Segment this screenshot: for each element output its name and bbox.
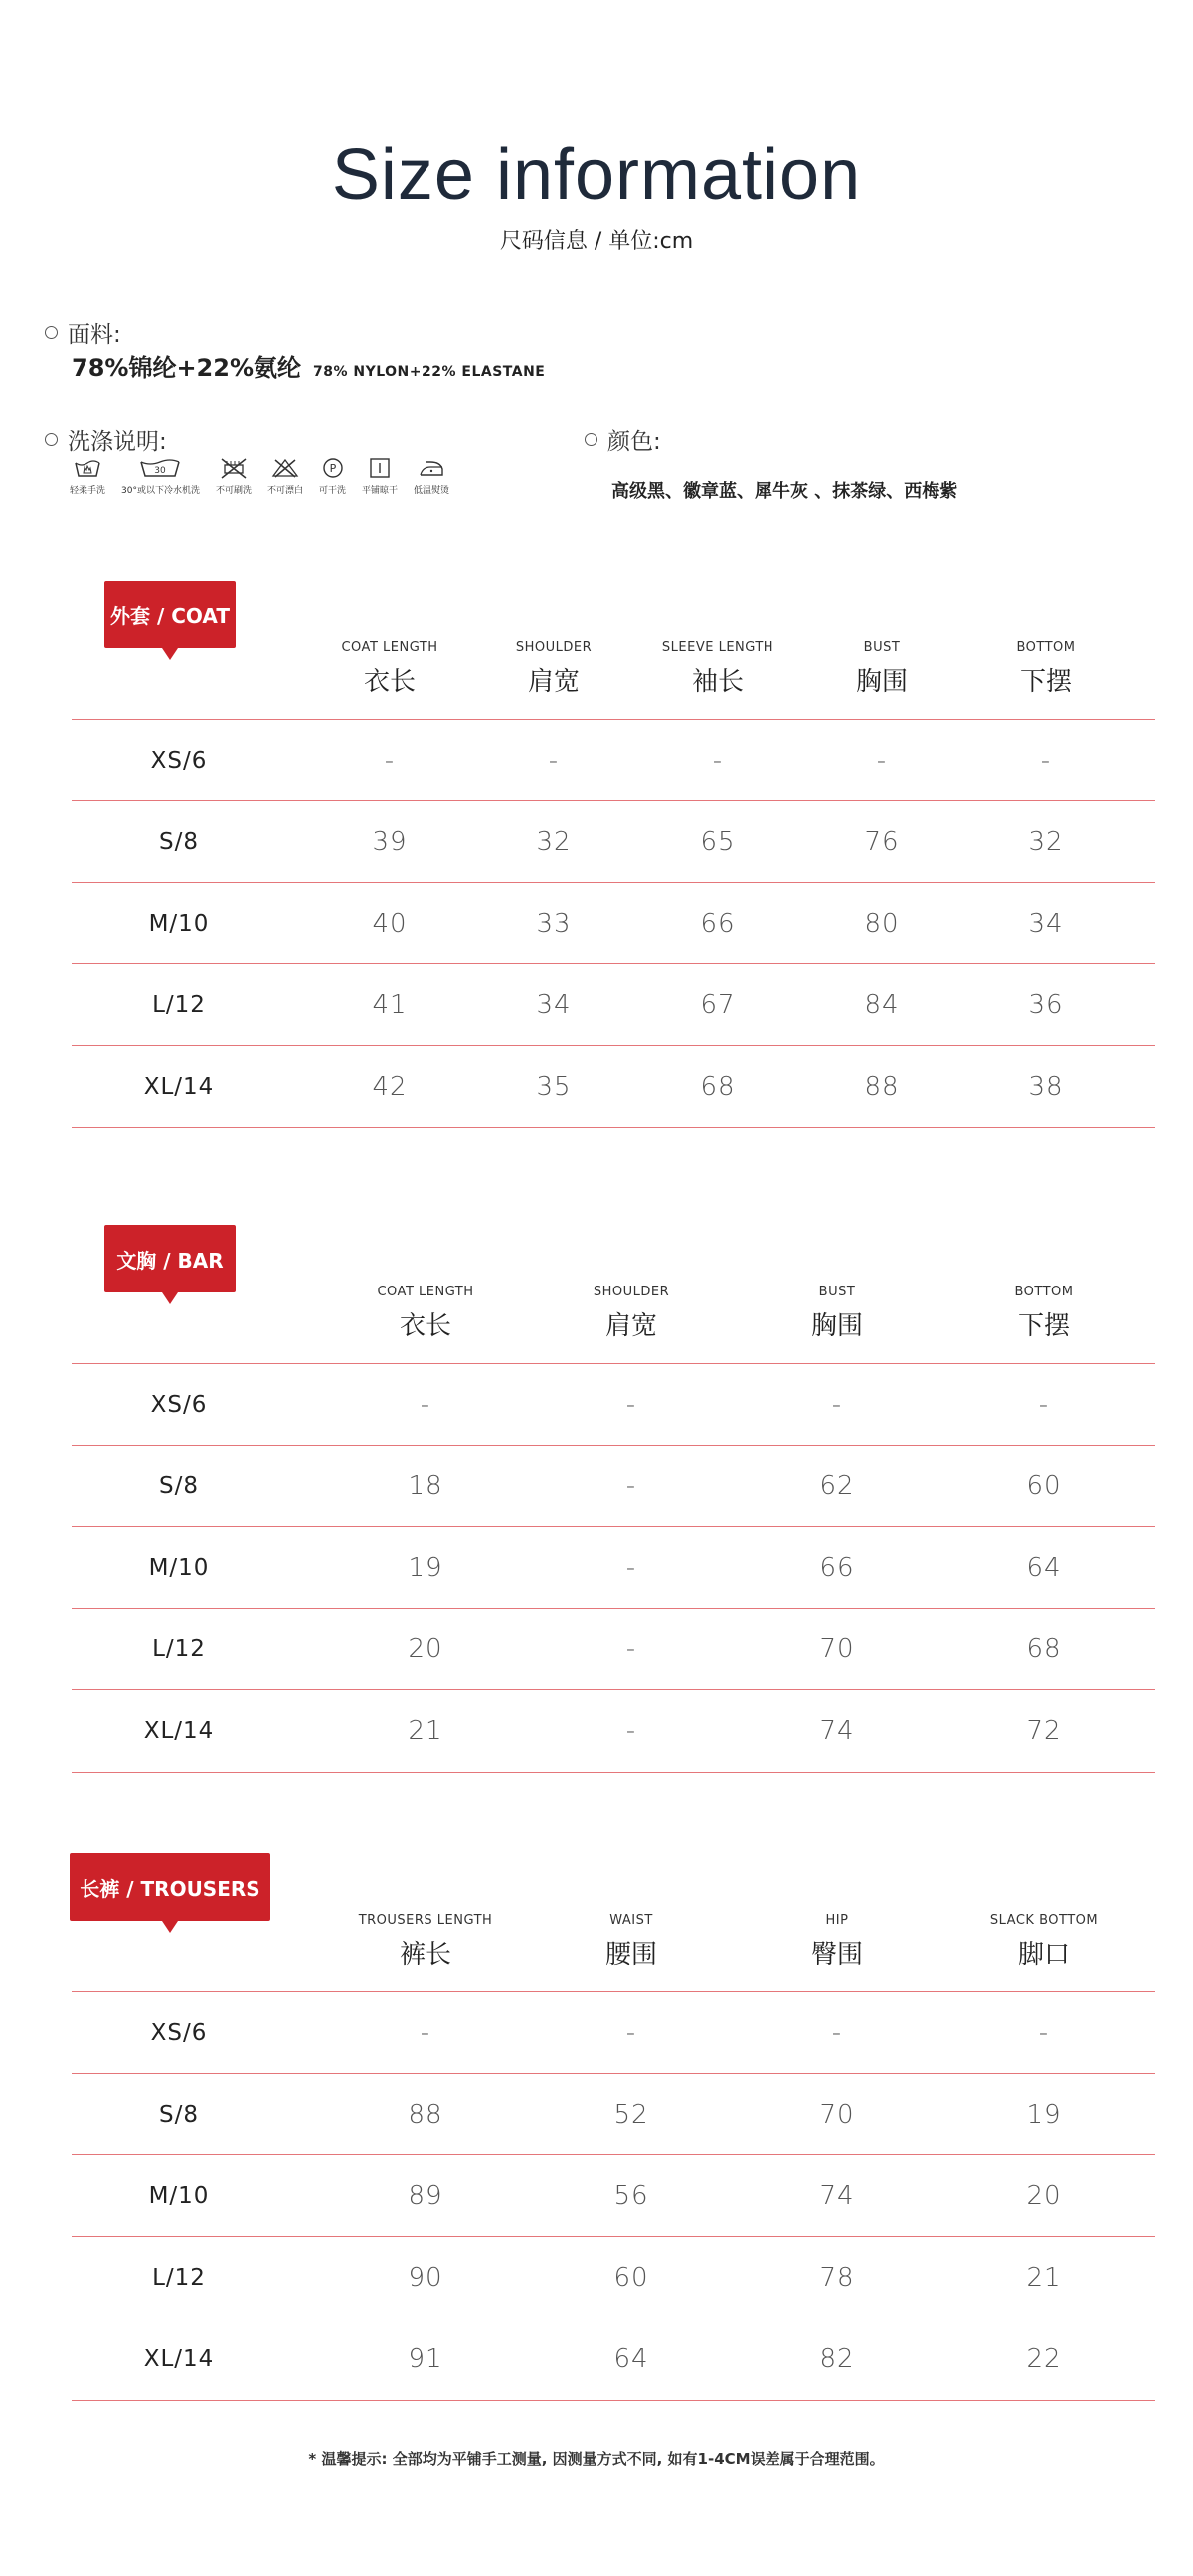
bar-tag: 文胸 / BAR [104,1225,236,1292]
header-trousers-length: TROUSERS LENGTH 裤长 [358,1913,493,1970]
table-row: XL/14 42 35 68 88 38 [72,1045,1155,1128]
wash-30-icon [138,457,182,479]
header-bottom: BOTTOM 下摆 [1016,640,1076,697]
care-item: 不可漂白 [267,457,303,496]
care-item: 平铺晾干 [362,457,398,496]
low-iron-icon [417,457,446,479]
care-item: P 可干洗 [319,457,346,496]
header-sleeve-length: SLEEVE LENGTH 袖长 [661,640,774,697]
trousers-tag: 长裤 / TROUSERS [70,1853,270,1921]
coat-size-table [72,577,1155,1133]
header-waist: WAIST 腰围 [604,1913,658,1970]
dry-clean-icon [320,457,346,479]
no-brush-icon [219,457,249,479]
header-coat-length: COAT LENGTH 衣长 [341,640,438,697]
bullet-circle-icon [585,433,597,446]
header-bust: BUST 胸围 [810,1285,864,1341]
color-label-row [585,424,661,456]
bullet-circle-icon [45,326,58,339]
header-coat-length: COAT LENGTH 衣长 [377,1285,474,1341]
bullet-circle-icon [45,433,58,446]
header-slack-bottom: SLACK BOTTOM 脚口 [989,1913,1099,1970]
table-row: L/12 90 60 78 21 [72,2236,1155,2318]
table-row: L/12 20 - 70 68 [72,1608,1155,1690]
color-label: 颜色: [607,429,661,455]
svg-text:30: 30 [154,466,167,476]
header-shoulder: SHOULDER 肩宽 [593,1285,670,1341]
svg-text:P: P [329,462,336,475]
table-row: S/8 18 - 62 60 [72,1445,1155,1527]
care-item: 轻柔手洗 [70,457,105,496]
care-icons [70,457,449,496]
header-bottom: BOTTOM 下摆 [1014,1285,1074,1341]
care-label: 洗涤说明: [68,429,167,455]
fabric-value-cn: 78%锦纶+22%氨纶 [72,354,301,382]
header-shoulder: SHOULDER 肩宽 [515,640,593,697]
table-row: M/10 40 33 66 80 34 [72,882,1155,964]
care-item: 30 30°或以下冷水机洗 [121,457,200,496]
table-row: S/8 39 32 65 76 32 [72,800,1155,883]
header-hip: HIP 臀围 [810,1913,864,1970]
fabric-value-en: 78% NYLON+22% ELASTANE [313,364,546,380]
page-subtitle: 尺码信息 / 单位:cm [499,229,694,254]
fabric-label-row [45,316,121,349]
table-row: XL/14 91 64 82 22 [72,2318,1155,2401]
header-bust: BUST 胸围 [855,640,909,697]
fabric-label: 面料: [68,322,121,348]
bar-size-table [72,1221,1155,1778]
fabric-value [72,348,545,383]
care-item: 不可刷洗 [216,457,252,496]
table-row: M/10 19 - 66 64 [72,1526,1155,1609]
no-bleach-icon [270,457,300,479]
table-row: XL/14 21 - 74 72 [72,1689,1155,1773]
hand-wash-icon [73,457,102,479]
measurement-note: * 温馨提示: 全部均为平铺手工测量, 因测量方式不同, 如有1-4CM误差属于合理范围。 [308,2450,885,2468]
page-title: Size information [331,135,862,215]
care-item: 低温熨烫 [414,457,449,496]
trousers-size-table [72,1849,1155,2406]
care-label-row [45,424,167,456]
table-row: XS/6 - - - - - [72,719,1155,801]
color-value: 高级黑、徽章蓝、犀牛灰 、抹茶绿、西梅紫 [611,481,958,502]
table-row: S/8 88 52 70 19 [72,2073,1155,2155]
table-row: L/12 41 34 67 84 36 [72,963,1155,1046]
table-row: XS/6 - - - - [72,1363,1155,1446]
table-row: M/10 89 56 74 20 [72,2154,1155,2237]
table-row: XS/6 - - - - [72,1991,1155,2074]
coat-tag: 外套 / COAT [104,581,236,648]
flat-dry-icon [367,457,393,479]
